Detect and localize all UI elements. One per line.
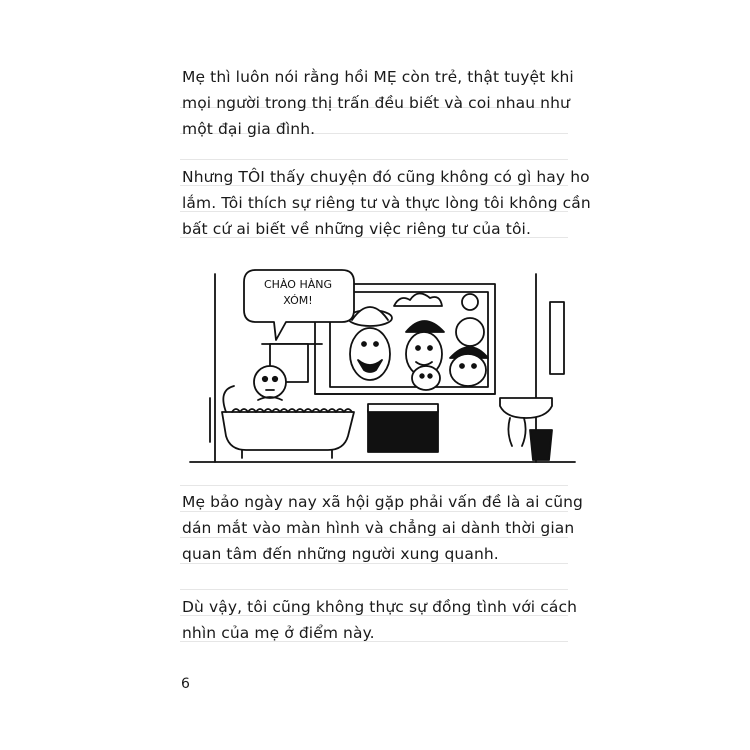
paragraph-3 [182,489,582,567]
paragraph-2 [182,164,591,242]
bathroom-illustration [180,262,580,474]
text-line: mọi người trong thị trấn đều biết và coi nhau như [182,94,570,112]
text-line: Mẹ thì luôn nói rằng hồi MẸ còn trẻ, thật tuyệt khi [182,68,574,86]
text-line: Mẹ bảo ngày nay xã hội gặp phải vấn đề là ai cũng [182,493,583,511]
text-line: dán mắt vào màn hình và chẳng ai dành thời gian [182,519,575,537]
text-line: Dù vậy, tôi cũng không thực sự đồng tình với cách [182,598,578,616]
bathroom-scene [180,262,580,474]
ruled-line [180,485,568,486]
text-line: một đại gia đình. [182,120,316,138]
kid-in-tub [254,366,286,400]
text-line: quan tâm đến những người xung quanh. [182,545,499,563]
paragraph-4 [182,594,582,646]
bucket [530,430,552,460]
mirror [550,302,564,374]
sink [500,398,552,418]
text-line: nhìn của mẹ ở điểm này. [182,624,375,642]
bathtub [222,412,354,450]
paragraph-1 [182,64,582,142]
text-line: Nhưng TÔI thấy chuyện đó cũng không có gì hay ho [182,168,590,186]
ruled-line [180,159,568,160]
speech-bubble-line-2: XÓM! [283,294,313,307]
speech-bubble-line-1: CHÀO HÀNG [264,278,332,291]
neighbor-with-hat [348,307,392,380]
ruled-line [180,589,568,590]
page-number: 6 [181,676,190,692]
storage-chest [368,410,438,452]
neighbor-child [412,366,440,390]
neighbor-right [450,318,488,386]
text-line: lắm. Tôi thích sự riêng tư và thực lòng tôi không cần [182,194,591,212]
text-line: bất cứ ai biết về những việc riêng tư của tôi. [182,220,531,238]
